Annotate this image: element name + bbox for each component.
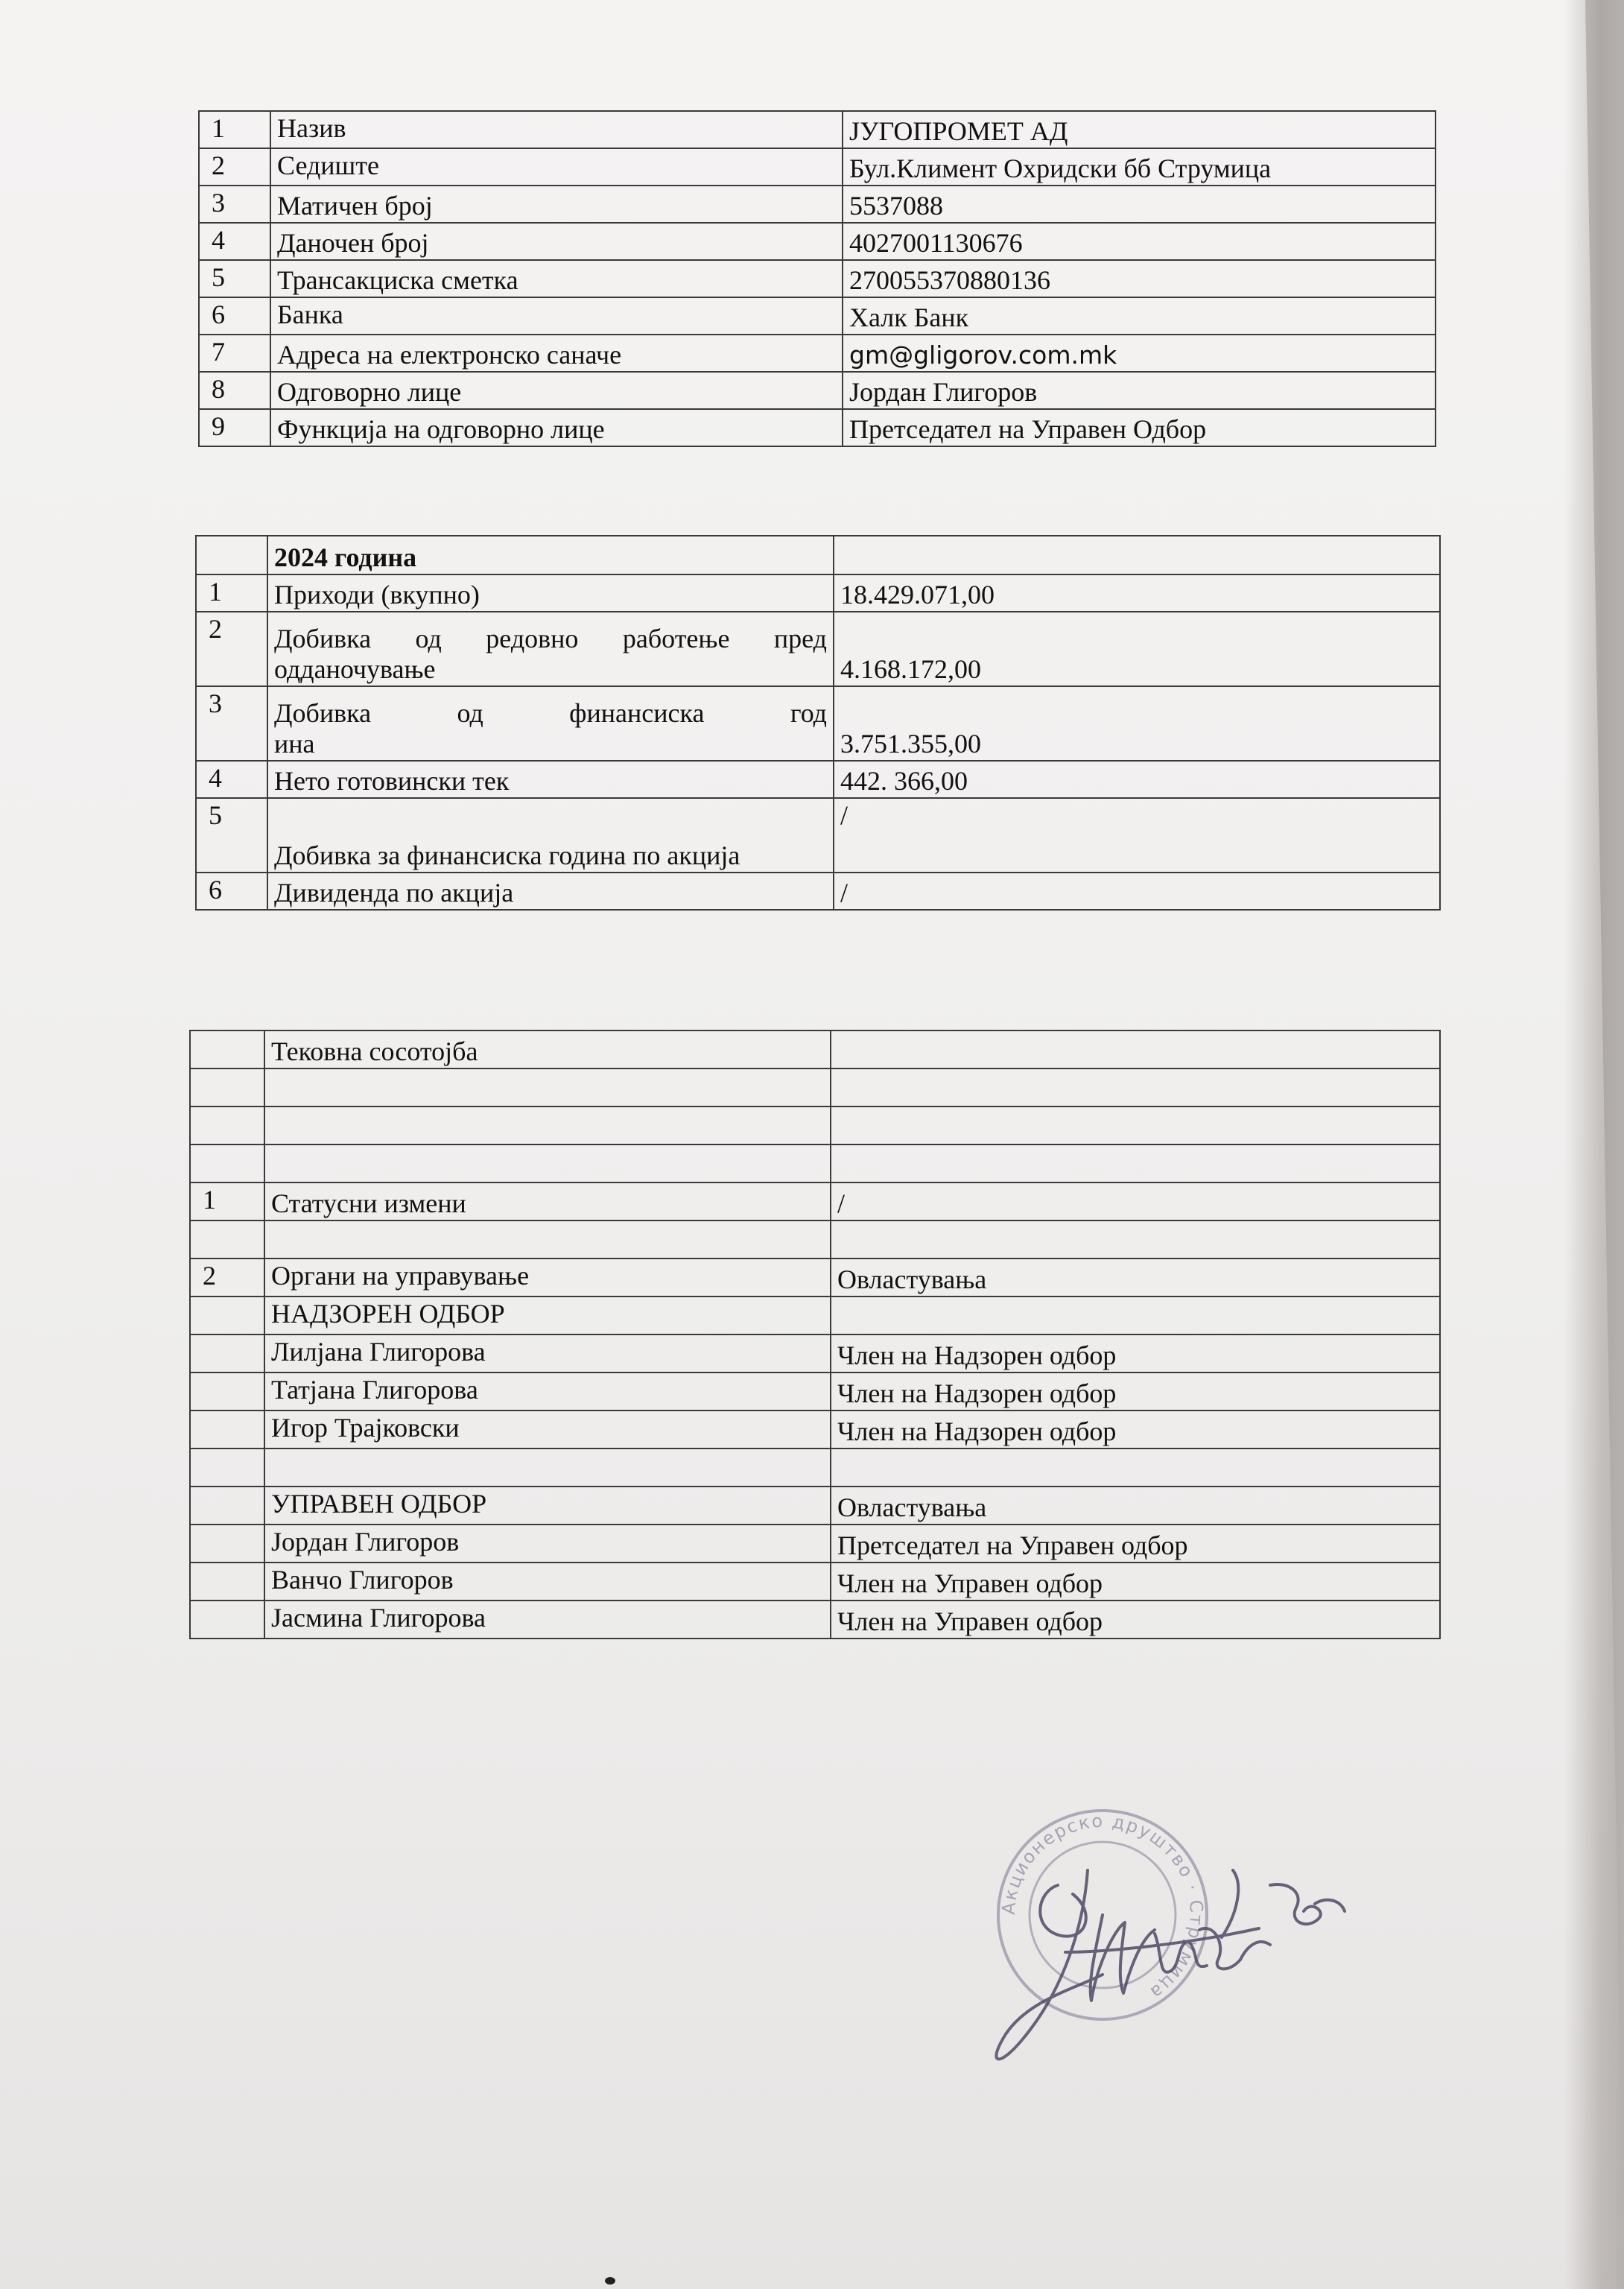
row-number: 7 — [199, 335, 270, 372]
field-label: Добивка за финансиска година по акција — [267, 798, 834, 873]
row-number: 2 — [190, 1259, 264, 1297]
row-number: 9 — [199, 409, 270, 446]
table-header-row — [190, 1030, 1440, 1068]
table-row — [190, 1487, 1440, 1525]
field-value: / — [831, 1183, 1440, 1221]
empty-cell — [264, 1144, 831, 1183]
empty-cell — [831, 1144, 1440, 1183]
table-row — [190, 1068, 1440, 1106]
empty-cell — [264, 1449, 831, 1487]
field-value: 18.429.071,00 — [834, 574, 1440, 612]
table-row — [199, 186, 1436, 223]
member-name: Лилјана Глигорова — [264, 1335, 831, 1373]
field-value: 442. 366,00 — [834, 761, 1440, 798]
row-number: 5 — [196, 798, 267, 873]
empty-cell — [196, 536, 267, 574]
table-row — [196, 686, 1440, 761]
table-row — [196, 574, 1440, 612]
year-header: 2024 година — [267, 536, 834, 574]
table-row — [196, 873, 1440, 910]
empty-cell — [264, 1068, 831, 1106]
board-title: УПРАВЕН ОДБОР — [264, 1487, 831, 1525]
page-mark — [605, 2277, 615, 2285]
row-number: 1 — [196, 574, 267, 612]
member-role: Претседател на Управен одбор — [831, 1525, 1440, 1563]
table-header-row — [196, 536, 1440, 574]
field-value: Халк Банк — [843, 297, 1436, 335]
table-row — [190, 1373, 1440, 1411]
section-header: Тековна сосотојба — [264, 1030, 831, 1068]
table-row — [199, 335, 1436, 372]
empty-cell — [831, 1030, 1440, 1068]
field-value: Овластувања — [831, 1487, 1440, 1525]
empty-cell — [190, 1335, 264, 1373]
field-value: Бул.Климент Охридски бб Струмица — [843, 148, 1436, 186]
member-name: Јордан Глигоров — [264, 1525, 831, 1563]
empty-cell — [831, 1297, 1440, 1335]
current-state-table — [189, 1030, 1441, 1639]
field-label: Добивка од редовно работење пред одданочување — [267, 612, 834, 686]
member-role: Член на Надзорен одбор — [831, 1411, 1440, 1449]
field-value: 4.168.172,00 — [834, 612, 1440, 686]
empty-cell — [190, 1144, 264, 1183]
empty-cell — [831, 1106, 1440, 1144]
field-label: Даночен број — [270, 223, 843, 260]
row-number: 3 — [199, 186, 270, 223]
table-row — [190, 1525, 1440, 1563]
financials-table — [195, 535, 1441, 911]
row-number: 8 — [199, 372, 270, 409]
member-role: Член на Надзорен одбор — [831, 1373, 1440, 1411]
field-label: Органи на управување — [264, 1259, 831, 1297]
empty-cell — [831, 1221, 1440, 1259]
field-value: Јордан Глигоров — [843, 372, 1436, 409]
row-number: 1 — [199, 111, 270, 148]
field-label: Банка — [270, 297, 843, 335]
field-label: Статусни измени — [264, 1183, 831, 1221]
table-row — [199, 223, 1436, 260]
field-value: Претседател на Управен Одбор — [843, 409, 1436, 446]
field-value: 4027001130676 — [843, 223, 1436, 260]
row-number: 3 — [196, 686, 267, 761]
member-name: Татјана Глигорова — [264, 1373, 831, 1411]
table-row — [190, 1563, 1440, 1601]
row-number: 1 — [190, 1183, 264, 1221]
empty-cell — [264, 1221, 831, 1259]
member-role: Член на Управен одбор — [831, 1563, 1440, 1601]
empty-cell — [831, 1449, 1440, 1487]
svg-text:Акционерско друштво · Струмица: Акционерско друштво · Струмица — [997, 1810, 1208, 2004]
field-value: Овластувања — [831, 1259, 1440, 1297]
empty-cell — [190, 1068, 264, 1106]
board-title: НАДЗОРЕН ОДБОР — [264, 1297, 831, 1335]
table-row — [190, 1411, 1440, 1449]
field-label: Приходи (вкупно) — [267, 574, 834, 612]
table-row — [199, 297, 1436, 335]
table-row — [196, 761, 1440, 798]
row-number: 5 — [199, 260, 270, 297]
empty-cell — [190, 1221, 264, 1259]
company-info-table — [198, 110, 1436, 447]
table-row — [190, 1335, 1440, 1373]
member-name: Јасмина Глигорова — [264, 1601, 831, 1639]
empty-cell — [190, 1373, 264, 1411]
row-number: 2 — [196, 612, 267, 686]
table-row — [190, 1297, 1440, 1335]
table-row — [199, 260, 1436, 297]
table-row — [190, 1106, 1440, 1144]
field-label: Функција на одговорно лице — [270, 409, 843, 446]
field-label: Назив — [270, 111, 843, 148]
field-value: / — [834, 873, 1440, 910]
empty-cell — [190, 1601, 264, 1639]
row-number: 6 — [196, 873, 267, 910]
field-label: Одговорно лице — [270, 372, 843, 409]
field-label: Адреса на електронско саначе — [270, 335, 843, 372]
table-row — [199, 409, 1436, 446]
table-row — [190, 1144, 1440, 1183]
empty-cell — [190, 1106, 264, 1144]
field-value: 5537088 — [843, 186, 1436, 223]
signature — [976, 1840, 1356, 2094]
table-row — [196, 798, 1440, 873]
empty-cell — [834, 536, 1440, 574]
table-row — [190, 1183, 1440, 1221]
page-edge-shadow — [1564, 0, 1624, 2289]
table-row — [199, 372, 1436, 409]
row-number: 4 — [196, 761, 267, 798]
empty-cell — [190, 1525, 264, 1563]
row-number: 4 — [199, 223, 270, 260]
field-label: Трансакциска сметка — [270, 260, 843, 297]
field-value: / — [834, 798, 1440, 873]
empty-cell — [190, 1030, 264, 1068]
table-row — [190, 1259, 1440, 1297]
empty-cell — [190, 1411, 264, 1449]
empty-cell — [831, 1068, 1440, 1106]
table-row — [190, 1601, 1440, 1639]
field-label: Матичен број — [270, 186, 843, 223]
table-row — [199, 148, 1436, 186]
row-number: 6 — [199, 297, 270, 335]
table-row — [199, 111, 1436, 148]
empty-cell — [190, 1563, 264, 1601]
field-label: Седиште — [270, 148, 843, 186]
member-name: Ванчо Глигоров — [264, 1563, 831, 1601]
member-role: Член на Управен одбор — [831, 1601, 1440, 1639]
field-label: Добивка од финансиска год ина — [267, 686, 834, 761]
field-value: 270055370880136 — [843, 260, 1436, 297]
field-label: Нето готовински тек — [267, 761, 834, 798]
table-row — [190, 1221, 1440, 1259]
empty-cell — [190, 1487, 264, 1525]
empty-cell — [190, 1297, 264, 1335]
table-row — [190, 1449, 1440, 1487]
row-number: 2 — [199, 148, 270, 186]
field-value: 3.751.355,00 — [834, 686, 1440, 761]
empty-cell — [264, 1106, 831, 1144]
member-name: Игор Трајковски — [264, 1411, 831, 1449]
empty-cell — [190, 1449, 264, 1487]
field-value: ЈУГОПРОМЕТ АД — [843, 111, 1436, 148]
email-value: gm@gligorov.com.mk — [843, 335, 1436, 372]
table-row — [196, 612, 1440, 686]
field-label: Дивиденда по акција — [267, 873, 834, 910]
member-role: Член на Надзорен одбор — [831, 1335, 1440, 1373]
